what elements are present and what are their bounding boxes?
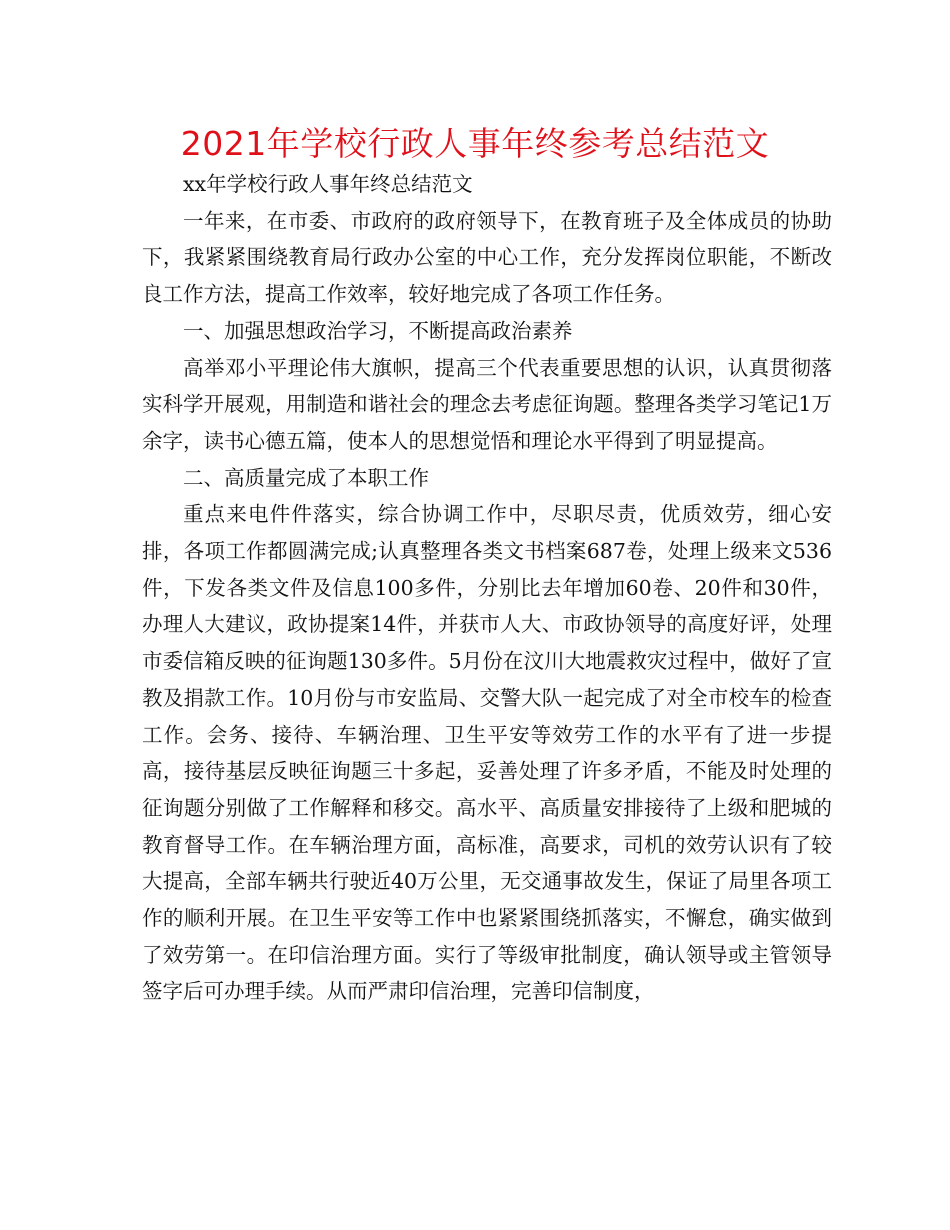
section-2-paragraph: 重点来电件件落实，综合协调工作中，尽职尽责，优质效劳，细心安排，各项工作都圆满完成;认真整理各类文书档案687卷，处理上级来文536件，下发各类文件及信息100多件，分别比去年增加60卷、20件和30件，办理人大建议，政协提案14件，并获市人大、市政协领导的高度好评，处理市委信箱反映的征询题130多件。5月份在汶川大地震救灾过程中，做好了宣教及捐款工作。10月份与市安监局、交警大队一起完成了对全市校车的检查工作。会务、接待、车辆治理、卫生平安等效劳工作的水平有了进一步提高，接待基层反映征询题三十多起，妥善处理了许多矛盾，不能及时处理的征询题分别做了工作解释和移交。高水平、高质量安排接待了上级和肥城的教育督导工作。在车辆治理方面，高标准，高要求，司机的效劳认识有了较大提高，全部车辆共行驶近40万公里，无交通事故发生，保证了局里各项工作的顺利开展。在卫生平安等工作中也紧紧围绕抓落实，不懈怠，确实做到了效劳第一。在印信治理方面。实行了等级审批制度，确认领导或主管领导签字后可办理手续。从而严肃印信治理，完善印信制度， [142, 502, 832, 1004]
intro-paragraph: 一年来，在市委、市政府的政府领导下，在教育班子及全体成员的协助下，我紧紧围绕教育局行政办公室的中心工作，充分发挥岗位职能，不断改良工作方法，提高工作效率，较好地完成了各项工作任务。 [142, 208, 832, 307]
section-1-paragraph: 高举邓小平理论伟大旗帜，提高三个代表重要思想的认识，认真贯彻落实科学开展观，用制造和谐社会的理念去考虑征询题。整理各类学习笔记1万余字，读书心德五篇，使本人的思想觉悟和理论水平得到了明显提高。 [142, 355, 832, 453]
document-title: 2021年学校行政人事年终参考总结范文 [180, 124, 770, 163]
section-heading-2: 二、高质量完成了本职工作 [183, 465, 429, 490]
document-body [142, 166, 832, 1010]
section-heading-1: 一、加强思想政治学习，不断提高政治素养 [183, 318, 573, 343]
subtitle-paragraph: xx年学校行政人事年终总结范文 [183, 172, 473, 196]
